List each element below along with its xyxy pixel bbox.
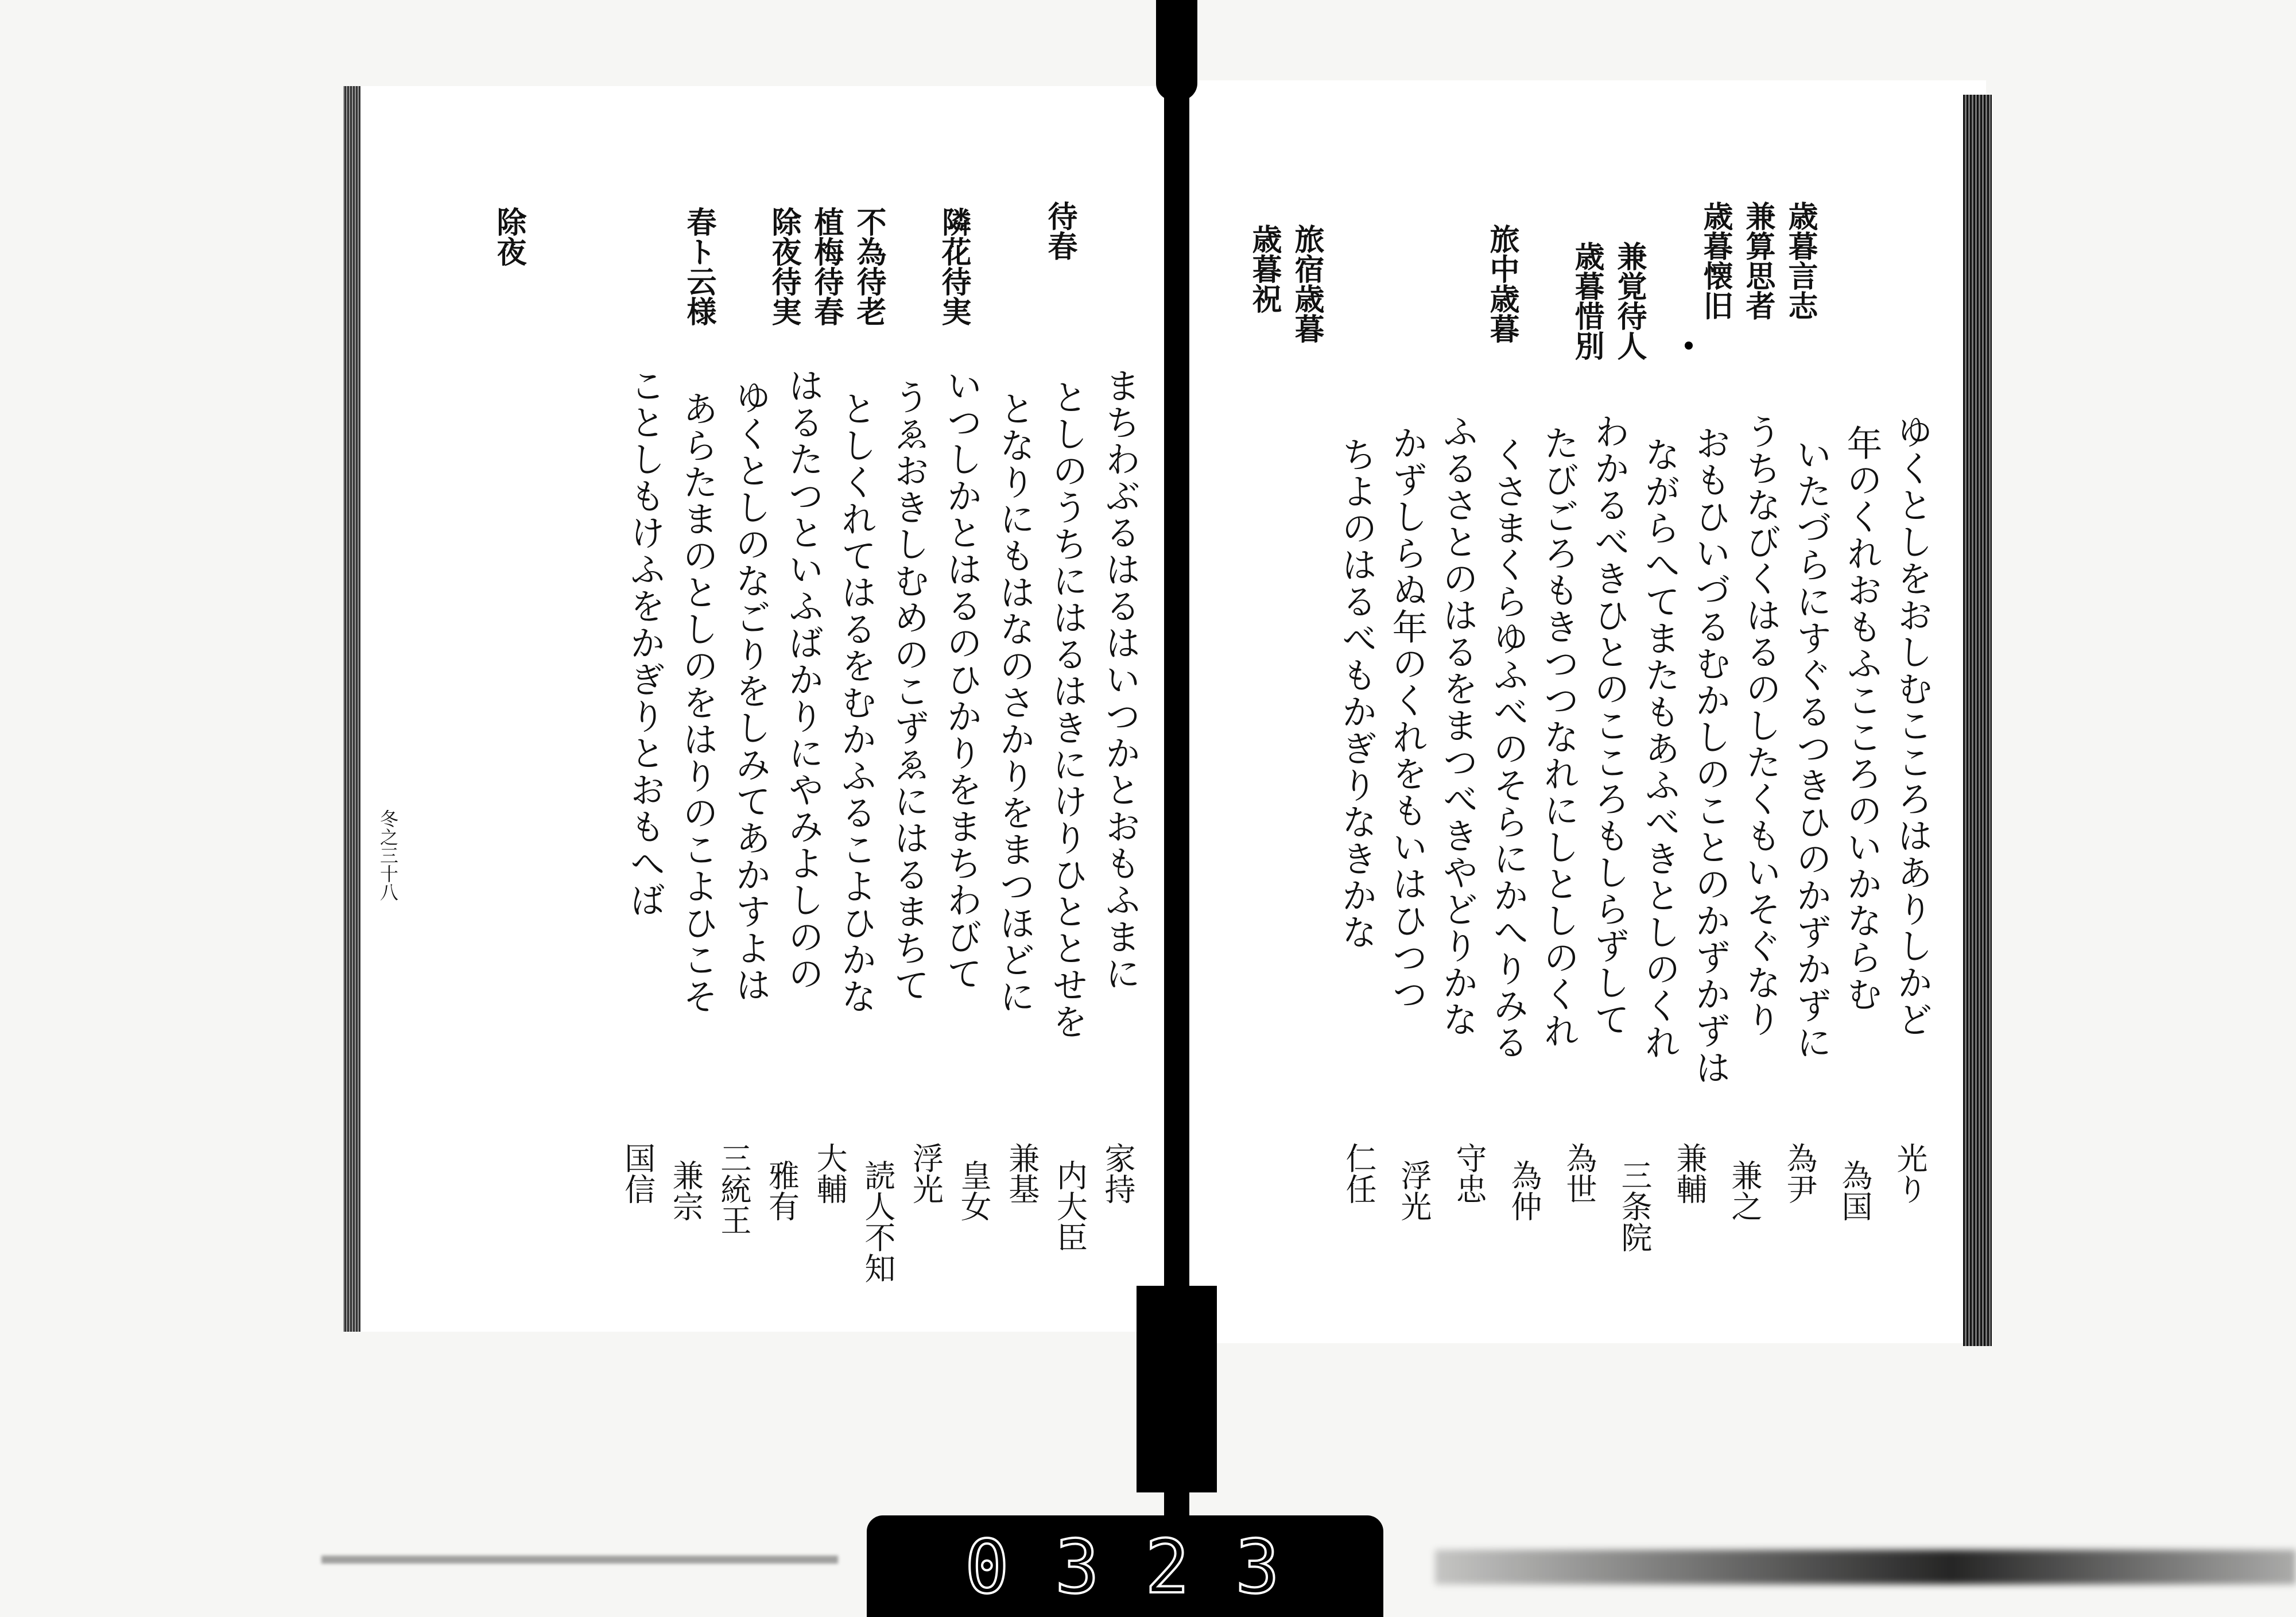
poet-name: 大輔 [812,1142,848,1204]
poem-line: はるたつといふばかりにやみよしのの [782,367,824,992]
ink-dot [1685,342,1693,350]
left-title-4: 植梅待春 [809,207,844,326]
poet-name: 守忠 [1451,1142,1487,1204]
poet-name: 皇女 [956,1160,992,1222]
poem-line: となりにもはなのさかりをまつほどに [994,390,1035,1015]
folio-number: 冬之三十八 [377,809,399,901]
right-title-7: 旅宿歳暮 [1289,224,1324,343]
right-page-edge [1963,95,1992,1346]
frame-number [867,1524,1383,1610]
poet-name: 浮光 [907,1142,944,1204]
poem-line: いつしかとはるのひかりをまちわびて [941,367,983,992]
poem-line: ゆくとしをおしむこころはありしかど [1891,413,1933,1038]
poet-name: 内大臣 [1052,1160,1088,1253]
poet-name: 為尹 [1782,1142,1818,1204]
right-title-4: 兼覚待人 [1612,241,1647,360]
right-title-1: 歳暮言志 [1783,201,1818,320]
poet-name: 為国 [1837,1160,1873,1222]
frame-digit: 3 [1235,1524,1286,1610]
left-title-2: 隣花待実 [936,207,971,326]
poem-line: かずしらぬ年のくれをもいはひつつ [1386,425,1428,1013]
frame-digit: 0 [964,1524,1015,1610]
right-title-6: 旅中歳暮 [1484,224,1519,343]
poem-line: ことしもけふをかぎりとおもへば [624,367,666,918]
left-page-edge [343,86,360,1332]
poem-line: としくれてはるをむかふるこよひかな [835,390,877,1015]
poem-line: 年のくれおもふこころのいかならむ [1841,425,1883,1013]
poem-line: おもひいづるむかしのことのかずかずは [1689,425,1731,1086]
poet-name: 兼基 [1003,1142,1040,1204]
poem-line: うゑおきしむめのこずゑにはるまちて [888,379,930,1003]
poet-name: 為仲 [1506,1160,1542,1222]
poem-line: わかるべきひとのこころもしらずして [1588,413,1630,1038]
left-title-5: 除夜待実 [766,207,801,326]
poem-line: まちわぶるはるはいつかとおもふまに [1099,367,1141,992]
poem-line: ちよのはるべもかぎりなきかな [1336,436,1378,951]
poem-line: いたづらにすぐるつきひのかずかずに [1790,436,1832,1061]
poem-line: あらたまのとしのをはりのこよひこそ [677,390,719,1015]
left-title-3: 不為待老 [851,207,886,326]
poet-name: 仁任 [1341,1142,1377,1204]
poem-line: たびごろもきつつなれにしとしのくれ [1538,425,1580,1049]
poem-line: うちなびくはるのしたくもいそぐなり [1740,413,1782,1038]
scan-smudge-left [321,1556,838,1564]
poet-name: 兼輔 [1671,1142,1708,1204]
left-title-6: 春ト云様 [681,207,716,326]
poet-name: 国信 [619,1142,656,1204]
frame-digit: 3 [1054,1524,1105,1610]
scan-smudge [1435,1550,2296,1584]
binding-clip-bottom [1137,1286,1217,1492]
poet-name: 浮光 [1396,1160,1432,1222]
poet-name: 為世 [1561,1142,1597,1204]
poem-line: ふるさとのはるをまつべきやどりかな [1437,413,1479,1038]
left-title-1: 待春 [1042,201,1077,261]
right-title-2: 兼算思者 [1740,201,1775,320]
right-title-5: 歳暮惜別 [1569,241,1604,360]
poet-name: 雅有 [763,1160,800,1222]
frame-digit: 2 [1145,1524,1196,1610]
right-title-3: 歳暮懐旧 [1698,201,1733,320]
poem-line: くさまくらゆふべのそらにかへりみる [1487,436,1529,1061]
poet-name: 三統王 [715,1142,752,1235]
poem-line: としのうちにはるはきにけりひととせを [1046,379,1088,1040]
binding-clip-top [1156,0,1197,100]
poet-name: 三条院 [1616,1160,1653,1253]
poet-name: 光り [1892,1142,1928,1204]
poet-name: 兼之 [1727,1160,1763,1222]
poem-line: ながらへてまたもあふべきとしのくれ [1639,436,1681,1061]
poet-name: 読人不知 [859,1160,896,1283]
poet-name: 兼宗 [668,1160,704,1222]
left-title-7: 除夜 [491,207,526,266]
poem-line: ゆくとしのなごりをしみてあかすよは [730,379,771,1003]
poet-name: 家持 [1100,1142,1136,1204]
right-title-8: 歳暮祝 [1247,224,1282,313]
